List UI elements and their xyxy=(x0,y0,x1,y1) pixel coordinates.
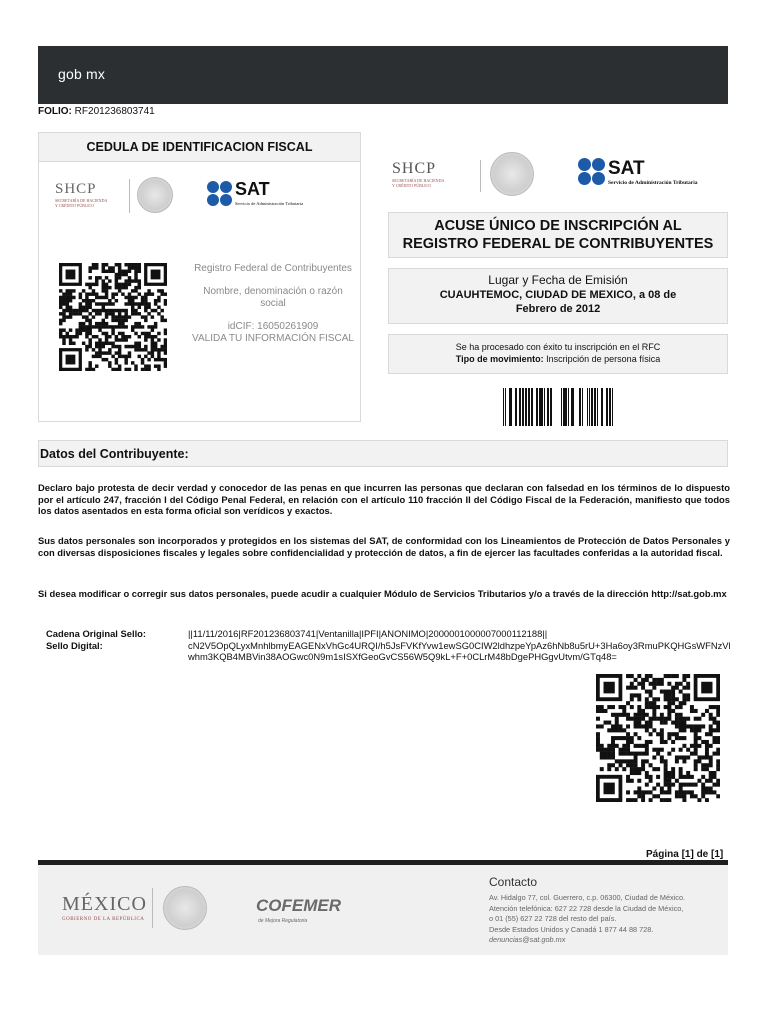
mexico-logo: MÉXICO xyxy=(62,893,147,915)
mexico-seal-icon xyxy=(163,886,207,930)
qr-code xyxy=(596,674,720,802)
shcp-sub1: SECRETARÍA DE HACIENDA xyxy=(392,178,445,183)
shcp-name: SHCP xyxy=(55,181,97,197)
movimiento xyxy=(389,353,727,365)
acuse-title xyxy=(388,212,728,258)
sat-word: SAT xyxy=(608,158,645,179)
barcode xyxy=(503,388,613,426)
gobmx-logo[interactable]: gob mx xyxy=(58,66,106,82)
shcp-name: SHCP xyxy=(392,160,437,177)
sat-logo xyxy=(578,158,728,190)
lugar-value: CUAUHTEMOC, CIUDAD DE MEXICO, a 08 de Febrero de 2012 xyxy=(439,289,677,315)
sat-sub: Servicio de Administración Tributaria xyxy=(235,201,304,206)
modify-text: Si desea modificar o corregir sus datos personales, puede acudir a cualquier Módulo de Servicios Tributarios y/o a través de la dirección http://sat.gob.mx xyxy=(38,588,727,599)
name-label: Nombre, denominación o razón social xyxy=(203,286,343,309)
contacto-title: Contacto xyxy=(489,875,538,889)
shcp-logo xyxy=(392,160,444,188)
folio-value: RF201236803741 xyxy=(74,106,155,117)
contacto-line: Desde Estados Unidos y Canadá 1 877 44 88 728. xyxy=(489,924,654,934)
idcif: idCIF: 16050261909 xyxy=(227,321,319,332)
divider xyxy=(152,888,153,928)
mexico-sub: GOBIERNO DE LA REPÚBLICA xyxy=(62,917,145,922)
sat-dot xyxy=(220,181,232,193)
acuse-title-line2: REGISTRO FEDERAL DE CONTRIBUYENTES xyxy=(402,236,714,252)
cofemer-sub: de Mejora Regulatoria xyxy=(258,918,308,924)
privacy-text: Sus datos personales son incorporados y protegidos en los sistemas del SAT, de conformidad con los Lineamientos de Protección de Datos Personales y con diversas disposiciones fiscales y legales sobre confidencialidad y protección de datos, a fin de ejercer las facultades conferidas a la autoridad fiscal. xyxy=(38,535,730,558)
acuse-title-line1: ACUSE ÚNICO DE INSCRIPCIÓN AL xyxy=(434,218,682,234)
page-number: Página [1] de [1] xyxy=(646,849,724,860)
divider xyxy=(129,179,130,213)
declaracion-text: Declaro bajo protesta de decir verdad y conocedor de las penas en que incurren las personas que declaran con falsedad en los términos de lo dispuesto por el artículo 247, fracción I del Código Penal Federal, en relación con el artículo 110 fracción II del Código Fiscal de la Federación, manifiesto que todos los datos asentados en esta forma oficial son verídicos y exactos. xyxy=(38,482,730,516)
cofemer-logo: COFEMER xyxy=(256,896,341,915)
sat-dot xyxy=(592,158,605,171)
sat-dot xyxy=(207,181,219,193)
sat-logo xyxy=(207,181,347,211)
cedula-title: CEDULA DE IDENTIFICACION FISCAL xyxy=(39,133,360,162)
proceso-box xyxy=(388,334,728,374)
rfc-label: Registro Federal de Contribuyentes xyxy=(194,263,352,274)
contacto-line: Atención telefónica: 627 22 728 desde la Ciudad de México, xyxy=(489,903,684,913)
sat-dot xyxy=(207,194,219,206)
contacto-line: Av. Hidalgo 77, col. Guerrero, c.p. 06300, Ciudad de México. xyxy=(489,893,686,902)
qr-code xyxy=(59,263,167,371)
mexico-seal-icon xyxy=(137,177,173,213)
sat-sub: Servicio de Administración Tributaria xyxy=(608,180,698,186)
sat-dot xyxy=(592,172,605,185)
sat-dot xyxy=(578,172,591,185)
folio-label: FOLIO: xyxy=(38,106,72,117)
contacto-line: o 01 (55) 627 22 728 del resto del país. xyxy=(489,914,617,923)
sat-word: SAT xyxy=(235,179,270,199)
top-banner xyxy=(38,46,728,104)
divider xyxy=(480,160,481,192)
valida-info: VALIDA TU INFORMACIÓN FISCAL xyxy=(192,333,354,344)
cadena-label: Cadena Original Sello: xyxy=(46,628,147,639)
shcp-sub1: SECRETARÍA DE HACIENDA xyxy=(55,198,108,203)
sat-dot xyxy=(220,194,232,206)
proceso-text: Se ha procesado con éxito tu inscripción en el RFC xyxy=(455,342,661,352)
lugar-label: Lugar y Fecha de Emisión xyxy=(488,273,628,287)
sello-label: Sello Digital: xyxy=(46,640,103,651)
mexico-seal-icon xyxy=(490,152,534,196)
movimiento-value: Inscripción de persona física xyxy=(546,354,661,364)
cadena-value: ||11/11/2016|RF201236803741|Ventanilla|IPFI|ANONIMO|200000100000700011218​8|| xyxy=(188,628,548,639)
lugar-fecha xyxy=(388,268,728,324)
folio xyxy=(38,106,155,117)
shcp-sub2: Y CRÉDITO PÚBLICO xyxy=(55,203,95,208)
datos-title: Datos del Contribuyente: xyxy=(38,440,728,467)
acuse-logos xyxy=(388,150,728,200)
contacto-info xyxy=(489,893,724,946)
shcp-logo xyxy=(55,181,107,208)
shcp-sub2: Y CRÉDITO PÚBLICO xyxy=(392,183,432,188)
sello-value: cN2V5OpQLyxMnhlbmyEAGENxVhGc4URQI/h5JsFVKfYvw1ewSG0CIW2ldhzpeYpAz6hNb8u5rU+3Ha6oy3RmuPKQHGsWFNzVlwhm3KQB4MBVin38AOGwc0N9m1sISXfGeoGvCS56W5Q9kL+F+0CLrM48bDgePHGgvUtvm/GTq48= xyxy=(188,640,731,662)
cedula-card xyxy=(38,132,361,422)
movimiento-label: Tipo de movimiento: xyxy=(455,354,544,364)
contacto-email[interactable]: denuncias@sat.gob.mx xyxy=(489,935,566,944)
rfc-block xyxy=(191,263,355,345)
sat-dot xyxy=(578,158,591,171)
